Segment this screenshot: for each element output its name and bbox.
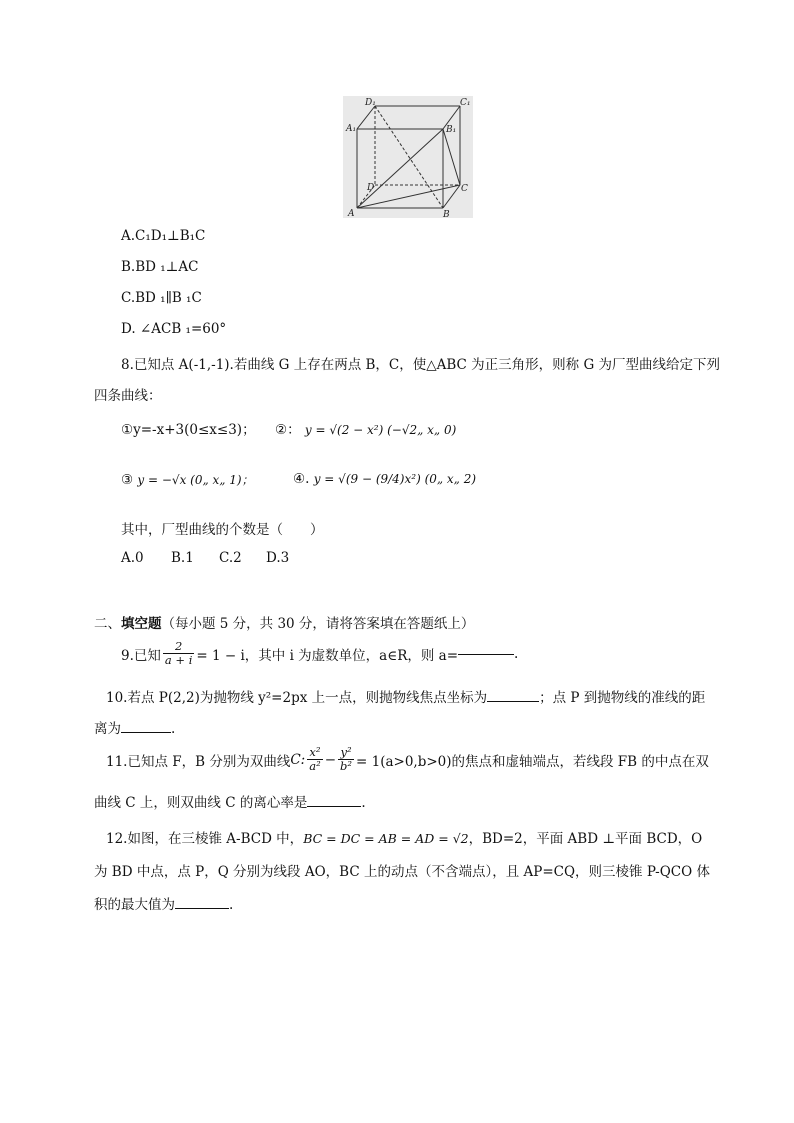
q10-line1 [106, 686, 705, 706]
q7-option-b: B.BD ₁⊥AC [121, 259, 199, 275]
q8-line1: 8.已知点 A(-1,-1).若曲线 G 上存在两点 B，C，使△ABC 为正三角形，则称 G 为厂型曲线给定下列 [121, 357, 721, 373]
q11-frac2-den: b² [340, 759, 352, 773]
q12-line3 [94, 893, 233, 913]
q8-option-a: A.0 [121, 550, 144, 566]
q8-option-d: D.3 [266, 550, 290, 566]
q11-curve: C: [290, 751, 306, 768]
q9 [121, 640, 518, 667]
q8-curve1: ①y=-x+3(0≤x≤3)； [121, 422, 256, 438]
q12-end: . [229, 897, 234, 913]
q10-line1a: 10.若点 P(2,2)为抛物线 y²=2px 上一点，则抛物线焦点坐标为 [106, 690, 488, 706]
q11-fraction-1 [307, 746, 322, 773]
q10-line1b: ；点 P 到抛物线的准线的距 [539, 690, 706, 706]
label-B1: B₁ [446, 125, 457, 135]
q12-line1-math: BC = DC = AB = AD = √2 [303, 831, 469, 846]
q9-fraction [163, 640, 194, 667]
section2-heading-rest: （每小题 5 分，共 30 分，请将答案填在答题纸上） [161, 616, 475, 632]
q10-answer-blank-1 [487, 700, 539, 702]
label-A: A [348, 209, 355, 218]
q9-frac-den: a + i [164, 653, 193, 667]
q8-curve3-expr: y = −√x (0„ x„ 1)； [137, 473, 254, 487]
q8-curve4-prefix: ④. [293, 471, 310, 487]
q9-end: . [514, 645, 519, 662]
q11-line2 [94, 791, 366, 811]
q8-curve4-expr: y = √(9 − (9/4)x²) (0„ x„ 2) [313, 472, 477, 486]
q12-line1b: ，BD=2，平面 ABD ⊥平面 BCD，O [468, 831, 703, 847]
q7-option-c: C.BD ₁∥B ₁C [121, 290, 202, 306]
q8-curve3-prefix: ③ [121, 472, 134, 488]
q11-answer-blank [307, 805, 361, 807]
q11-rest: = 1(a>0,b>0)的焦点和虚轴端点，若线段 FB 的中点在双 [356, 753, 709, 770]
q8-curve2-prefix: ②： [275, 422, 301, 438]
label-B: B [443, 210, 450, 218]
q11-end: . [361, 795, 366, 811]
q12-answer-blank [175, 907, 229, 909]
q12-line1a: 12.如图，在三棱锥 A-BCD 中， [106, 831, 304, 847]
q10-end: . [171, 721, 176, 737]
q12-line3-text: 积的最大值为 [94, 897, 175, 913]
q8-curve2 [275, 418, 456, 438]
q11-frac1-den: a² [309, 759, 321, 773]
q11-frac2-num: y² [338, 746, 354, 760]
q8-question: 其中，厂型曲线的个数是（ ） [121, 522, 324, 538]
q9-rest: = 1 − i，其中 i 为虚数单位，a∈R，则 a= [196, 647, 459, 664]
q8-line2: 四条曲线： [94, 388, 162, 404]
label-D1: D₁ [365, 98, 376, 108]
q10-line2-text: 离为 [94, 721, 121, 737]
q8-curve3 [121, 471, 254, 488]
cube-figure [343, 96, 473, 218]
cube-diagram [343, 96, 473, 218]
q11-frac1-num: x² [307, 746, 322, 760]
q7-option-d: D. ∠ACB ₁=60° [121, 321, 227, 337]
q10-answer-blank-2 [121, 731, 171, 733]
q11-minus: − [324, 751, 337, 768]
q12-line2: 为 BD 中点，点 P，Q 分别为线段 AO，BC 上的动点（不含端点），且 AP=CQ，则三棱锥 P-QCO 体 [94, 864, 710, 880]
section2-heading-prefix: 二、 [94, 616, 121, 632]
section2-heading [94, 612, 474, 632]
q8-option-c: C.2 [219, 550, 242, 566]
q11-line1 [106, 746, 709, 773]
q9-frac-num: 2 [163, 640, 194, 654]
q7-option-a: A.C₁D₁⊥B₁C [121, 228, 206, 244]
q8-curve2-expr: y = √(2 − x²) (−√2„ x„ 0) [304, 423, 457, 437]
label-D: D [367, 183, 375, 193]
q8-option-b: B.1 [171, 550, 194, 566]
section2-heading-bold: 填空题 [121, 616, 162, 632]
label-A1: A₁ [346, 124, 357, 134]
q10-line2 [94, 717, 175, 737]
q9-prefix: 9.已知 [121, 647, 161, 664]
q9-answer-blank [458, 653, 514, 655]
q11-line2-text: 曲线 C 上，则双曲线 C 的离心率是 [94, 795, 308, 811]
q8-curve4 [293, 471, 476, 487]
label-C: C [461, 184, 468, 194]
q11-fraction-2 [338, 746, 354, 773]
label-C1: C₁ [460, 98, 471, 108]
q11-prefix: 11.已知点 F，B 分别为双曲线 [106, 753, 291, 770]
q12-line1 [106, 827, 702, 847]
